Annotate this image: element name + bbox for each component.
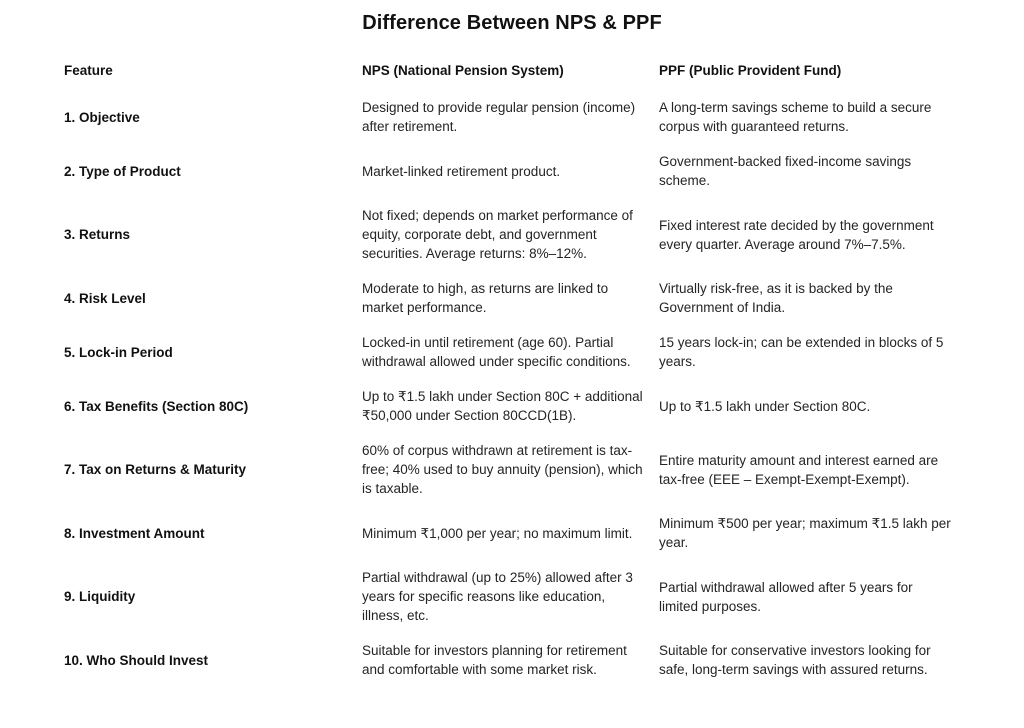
column-header-ppf: PPF (Public Provident Fund) — [659, 63, 842, 78]
row-investment-amount-nps: Minimum ₹1,000 per year; no maximum limit. — [362, 525, 633, 541]
row-returns-ppf: Fixed interest rate decided by the government every quarter. Average around 7%–7.5%. — [659, 217, 934, 252]
row-returns-feature: 3. Returns — [64, 227, 131, 242]
row-who-should-invest-ppf: Suitable for conservative investors looking for safe, long-term savings with assured returns. — [659, 643, 931, 677]
row-type-of-product-ppf: Government-backed fixed-income savings scheme. — [659, 154, 912, 188]
row-type-of-product-nps: Market-linked retirement product. — [362, 163, 561, 179]
column-header-nps: NPS (National Pension System) — [362, 63, 564, 78]
row-tax-on-returns-ppf: Entire maturity amount and interest earned are tax-free (EEE – Exempt-Exempt-Exempt). — [659, 452, 939, 487]
row-tax-on-returns-nps: 60% of corpus withdrawn at retirement is tax-free; 40% used to buy annuity (pension), which is taxable. — [362, 443, 643, 496]
row-tax-benefits-ppf: Up to ₹1.5 lakh under Section 80C. — [659, 398, 871, 414]
row-tax-on-returns-feature: 7. Tax on Returns & Maturity — [64, 462, 247, 477]
comparison-table — [64, 61, 960, 679]
row-lock-in-period-feature: 5. Lock-in Period — [64, 344, 173, 360]
row-risk-level-feature: 4. Risk Level — [64, 290, 146, 306]
row-tax-benefits-feature: 6. Tax Benefits (Section 80C) — [64, 398, 249, 414]
row-lock-in-period-ppf: 15 years lock-in; can be extended in blocks of 5 years. — [659, 335, 944, 369]
row-investment-amount-feature: 8. Investment Amount — [64, 525, 205, 541]
row-objective-ppf: A long-term savings scheme to build a secure corpus with guaranteed returns. — [659, 100, 932, 134]
row-lock-in-period-nps: Locked-in until retirement (age 60). Partial withdrawal allowed under specific conditions. — [362, 335, 631, 369]
row-type-of-product-feature: 2. Type of Product — [64, 163, 181, 179]
row-returns-nps: Not fixed; depends on market performance of equity, corporate debt, and government securities. Average returns: 8%–12%. — [362, 208, 633, 261]
row-investment-amount-ppf: Minimum ₹500 per year; maximum ₹1.5 lakh per year. — [659, 516, 951, 550]
row-who-should-invest-nps: Suitable for investors planning for retirement and comfortable with some market risk. — [362, 643, 627, 677]
row-liquidity-nps: Partial withdrawal (up to 25%) allowed after 3 years for specific reasons like education, illness, etc. — [362, 570, 633, 623]
row-liquidity-feature: 9. Liquidity — [64, 589, 136, 604]
row-tax-benefits-nps: Up to ₹1.5 lakh under Section 80C + additional ₹50,000 under Section 80CCD(1B). — [362, 389, 643, 423]
row-risk-level-ppf: Virtually risk-free, as it is backed by the Government of India. — [659, 281, 893, 315]
row-liquidity-ppf: Partial withdrawal allowed after 5 years for limited purposes. — [659, 579, 913, 614]
row-objective-nps: Designed to provide regular pension (income) after retirement. — [362, 100, 636, 134]
column-header-feature: Feature — [64, 63, 113, 78]
page-title: Difference Between NPS & PPF — [362, 12, 662, 34]
row-risk-level-nps: Moderate to high, as returns are linked to market performance. — [362, 281, 609, 315]
row-who-should-invest-feature: 10. Who Should Invest — [64, 652, 209, 668]
row-objective-feature: 1. Objective — [64, 109, 140, 125]
